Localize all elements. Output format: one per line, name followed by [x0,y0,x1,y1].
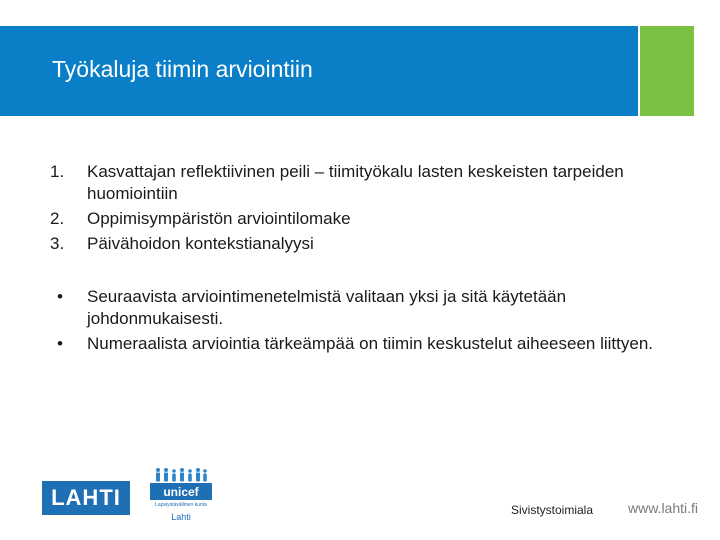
list-item-text: Seuraavista arviointimenetelmistä valitaan yksi ja sitä käytetään johdonmukaisesti. [87,287,567,328]
list-item-text: Oppimisympäristön arviointilomake [87,209,351,228]
footer-unit: Sivistystoimiala [511,503,594,517]
unicef-city: Lahti [171,512,191,522]
unicef-subtitle: Lapsiystävällinen kunta [155,502,207,508]
list-item-text: Päivähoidon kontekstianalyysi [87,234,314,253]
numbered-item-2 [50,208,670,230]
lahti-logo-text: LAHTI [51,485,121,510]
lahti-logo [42,481,130,515]
children-figures-icon [154,467,208,483]
list-item-text: Kasvattajan reflektiivinen peili – tiimityökalu lasten keskeisten tarpeiden huomiointiin [87,162,624,203]
numbered-item-1 [50,161,670,205]
bullet-item-2 [50,333,670,355]
bullet-item-1 [50,286,670,330]
list-number: 3. [50,234,65,253]
slide-body [50,161,670,358]
bullet-icon: • [57,287,63,306]
list-number: 1. [50,162,65,181]
list-spacer [50,258,670,286]
list-number: 2. [50,209,65,228]
title-bar [0,26,638,116]
accent-block [640,26,694,116]
unicef-logo [150,467,212,527]
numbered-item-3 [50,233,670,255]
slide-title: Työkaluja tiimin arviointiin [52,56,313,82]
unicef-wordmark: unicef [150,483,212,500]
footer-url: www.lahti.fi [628,500,699,516]
list-item-text: Numeraalista arviointia tärkeämpää on tiimin keskustelut aiheeseen liittyen. [87,334,654,353]
bullet-icon: • [57,334,63,353]
